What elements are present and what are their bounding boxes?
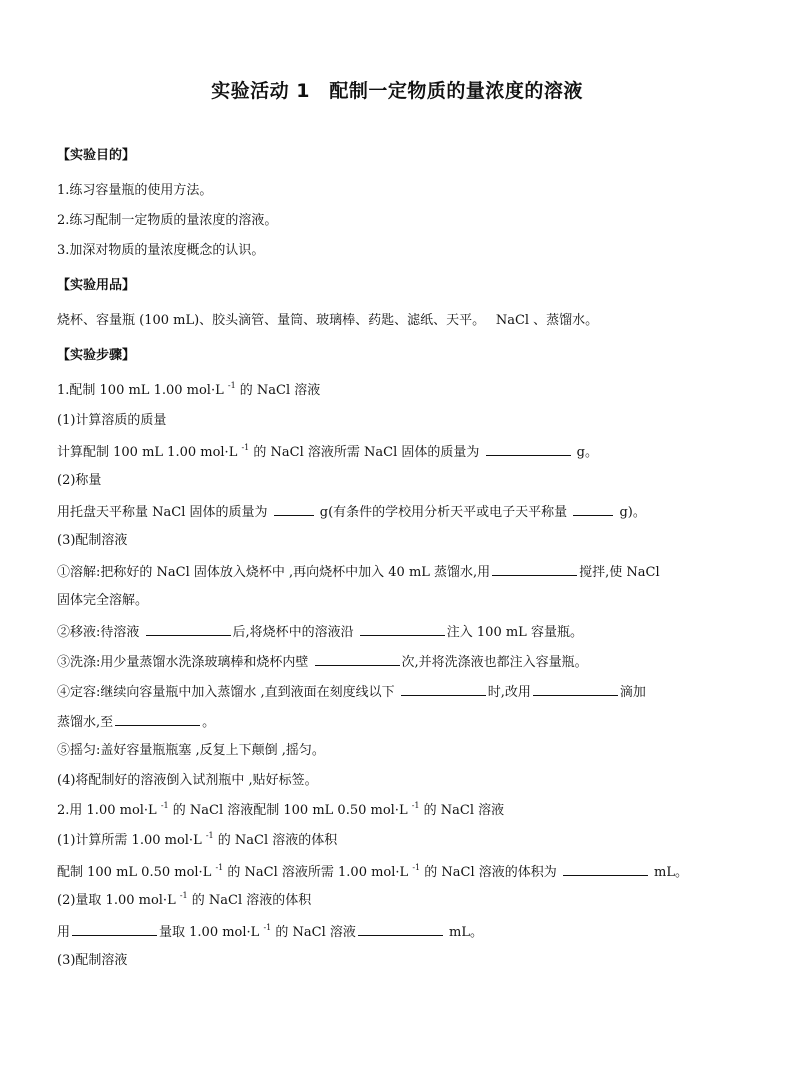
part1-sub1: (1)计算溶质的质量 — [57, 413, 167, 428]
part2-sub1: (1)计算所需 1.00 mol·L $^{-1}$ 的 NaCl 溶液的体积 — [57, 831, 338, 848]
answer-blank[interactable] — [274, 502, 314, 516]
part1-sub3: (3)配制溶液 — [57, 533, 128, 548]
part2-measure-line: 用 量取 1.00 mol·L $^{-1}$ 的 NaCl 溶液 mL。 — [57, 923, 483, 940]
answer-blank[interactable] — [492, 562, 577, 576]
step-shake: ⑤摇匀:盖好容量瓶瓶塞 ,反复上下颠倒 ,摇匀。 — [57, 743, 325, 758]
answer-blank[interactable] — [563, 862, 648, 876]
answer-blank[interactable] — [72, 922, 157, 936]
purpose-item-3: 3.加深对物质的量浓度概念的认识。 — [57, 243, 265, 258]
part1-weigh-line: 用托盘天平称量 NaCl 固体的质量为 g(有条件的学校用分析天平或电子天平称量 g)。 — [57, 502, 736, 522]
part1-calc-line: 计算配制 100 mL 1.00 mol·L $^{-1}$ 的 NaCl 溶液所需 NaCl 固体的质量为 g。 — [57, 443, 598, 460]
answer-blank[interactable] — [115, 712, 200, 726]
section-heading-materials: 【实验用品】 — [57, 278, 136, 293]
answer-blank[interactable] — [360, 622, 445, 636]
part2-calc-line: 配制 100 mL 0.50 mol·L $^{-1}$ 的 NaCl 溶液所需 1.00 mol·L $^{-1}$ 的 NaCl 溶液的体积为 mL。 — [57, 863, 688, 880]
answer-blank[interactable] — [401, 682, 486, 696]
step-wash: ③洗涤:用少量蒸馏水洗涤玻璃棒和烧杯内壁 次,并将洗涤液也都注入容量瓶。 — [57, 652, 736, 672]
answer-blank[interactable] — [315, 652, 400, 666]
answer-blank[interactable] — [146, 622, 231, 636]
part2-sub2: (2)量取 1.00 mol·L $^{-1}$ 的 NaCl 溶液的体积 — [57, 891, 312, 908]
answer-blank[interactable] — [533, 682, 618, 696]
answer-blank[interactable] — [358, 922, 443, 936]
purpose-item-2: 2.练习配制一定物质的量浓度的溶液。 — [57, 213, 278, 228]
section-heading-steps: 【实验步骤】 — [57, 348, 136, 363]
step-dissolve-cont: 固体完全溶解。 — [57, 593, 149, 608]
purpose-item-1: 1.练习容量瓶的使用方法。 — [57, 183, 213, 198]
section-heading-purpose: 【实验目的】 — [57, 148, 136, 163]
part2-heading: 2.用 1.00 mol·L $^{-1}$ 的 NaCl 溶液配制 100 mL 0.50 mol·L $^{-1}$ 的 NaCl 溶液 — [57, 801, 505, 818]
page-title: 实验活动 1 配制一定物质的量浓度的溶液 — [211, 80, 583, 102]
answer-blank[interactable] — [573, 502, 613, 516]
step-fix-volume-cont: 蒸馏水,至 。 — [57, 712, 736, 732]
materials-text: 烧杯、容量瓶 (100 mL)、胶头滴管、量筒、玻璃棒、药匙、滤纸、天平。 NaCl 、蒸馏水。 — [57, 313, 599, 328]
step-dissolve: ①溶解:把称好的 NaCl 固体放入烧杯中 ,再向烧杯中加入 40 mL 蒸馏水,用 搅拌,使 NaCl — [57, 562, 736, 582]
part1-sub2: (2)称量 — [57, 473, 102, 488]
step-transfer: ②移液:待溶液 后,将烧杯中的溶液沿 注入 100 mL 容量瓶。 — [57, 622, 736, 642]
part2-sub3: (3)配制溶液 — [57, 953, 128, 968]
step-store: (4)将配制好的溶液倒入试剂瓶中 ,贴好标签。 — [57, 773, 318, 788]
answer-blank[interactable] — [486, 442, 571, 456]
step-fix-volume: ④定容:继续向容量瓶中加入蒸馏水 ,直到液面在刻度线以下 时,改用 滴加 — [57, 682, 736, 702]
part1-heading: 1.配制 100 mL 1.00 mol·L $^{-1}$ 的 NaCl 溶液 — [57, 381, 321, 398]
